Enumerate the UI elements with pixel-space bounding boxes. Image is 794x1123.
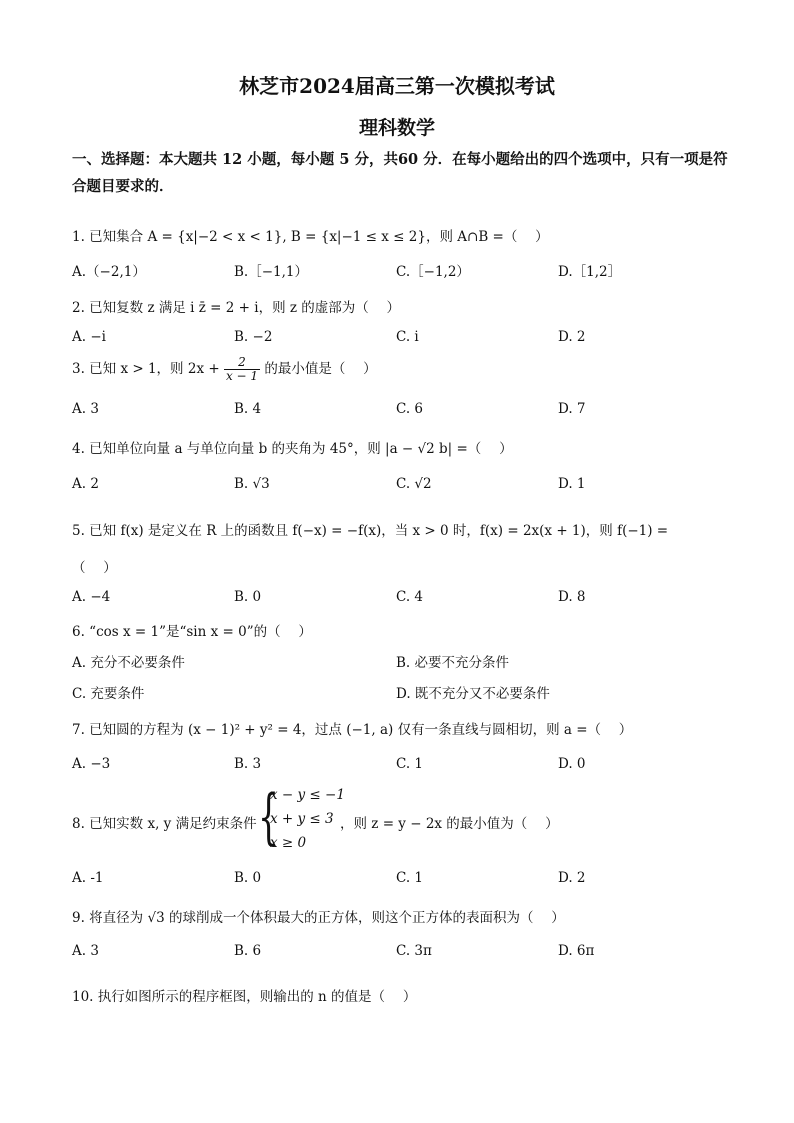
q4-option-d: D. 1 xyxy=(558,476,586,492)
q8-constraint-system xyxy=(258,783,348,855)
question-7: 7. 已知圆的方程为 (x − 1)² + y² = 4，过点 (−1, a) 仅有一条直线与圆相切，则 a =（ ） xyxy=(72,722,633,738)
q5-option-d: D. 8 xyxy=(558,589,586,605)
q9-option-d: D. 6π xyxy=(558,943,595,959)
q8-option-b: B. 0 xyxy=(234,870,262,886)
q3-option-d: D. 7 xyxy=(558,401,586,417)
q1-option-d: D.［1,2］ xyxy=(558,264,622,280)
q8-brace: { xyxy=(258,782,280,852)
q4-option-a: A. 2 xyxy=(72,476,99,492)
question-4: 4. 已知单位向量 a 与单位向量 b 的夹角为 45°，则 |a − √2 b| =（ ） xyxy=(72,441,513,457)
question-5-continuation: （ ） xyxy=(72,560,117,576)
q9-option-a: A. 3 xyxy=(72,943,99,959)
q3-fraction-numerator: 2 xyxy=(224,356,260,370)
q9-option-b: B. 6 xyxy=(234,943,262,959)
q3-fraction-denominator: x − 1 xyxy=(225,369,259,383)
q1-option-c: C.［−1,2） xyxy=(396,264,470,280)
q5-option-c: C. 4 xyxy=(396,589,424,605)
question-10: 10. 执行如图所示的程序框图，则输出的 n 的值是（ ） xyxy=(72,989,417,1005)
q5-option-b: B. 0 xyxy=(234,589,262,605)
question-8-text-post: ，则 z = y − 2x 的最小值为（ ） xyxy=(340,816,559,832)
q6-option-b: B. 必要不充分条件 xyxy=(396,655,510,671)
q2-option-c: C. i xyxy=(396,329,419,345)
exam-subject: 理科数学 xyxy=(358,117,435,139)
q3-option-c: C. 6 xyxy=(396,401,424,417)
question-8-text-pre: 8. 已知实数 x, y 满足约束条件 xyxy=(72,816,257,832)
exam-title: 林芝市2024届高三第一次模拟考试 xyxy=(239,74,555,98)
question-3 xyxy=(72,356,377,383)
section-heading: 一、选择题：本大题共 12 小题，每小题 5 分，共60 分．在每小题给出的四个选项中，只有一项是符合题目要求的． xyxy=(72,151,728,195)
q7-option-d: D. 0 xyxy=(558,756,586,772)
q3-fraction xyxy=(224,356,260,383)
q8-option-c: C. 1 xyxy=(396,870,424,886)
q7-option-b: B. 3 xyxy=(234,756,262,772)
q8-constraint-3: x ≥ 0 xyxy=(270,835,307,851)
question-1: 1. 已知集合 A = {x|−2 < x < 1}, B = {x|−1 ≤ x ≤ 2}，则 A∩B =（ ） xyxy=(72,229,549,245)
q4-option-c: C. √2 xyxy=(396,476,432,492)
q7-option-a: A. −3 xyxy=(72,756,111,772)
q3-text-post: 的最小值是（ ） xyxy=(264,361,377,377)
q2-option-d: D. 2 xyxy=(558,329,586,345)
q6-option-c: C. 充要条件 xyxy=(72,686,145,702)
q6-option-a: A. 充分不必要条件 xyxy=(72,655,185,671)
question-5: 5. 已知 f(x) 是定义在 R 上的函数且 f(−x) = −f(x)，当 x > 0 时，f(x) = 2x(x + 1)，则 f(−1) = xyxy=(72,523,669,539)
q2-option-a: A. −i xyxy=(72,329,106,345)
q6-option-d: D. 既不充分又不必要条件 xyxy=(396,686,550,702)
q1-option-a: A.（−2,1） xyxy=(72,264,146,280)
q8-option-d: D. 2 xyxy=(558,870,586,886)
q5-option-a: A. −4 xyxy=(72,589,111,605)
q2-option-b: B. −2 xyxy=(234,329,273,345)
q8-constraint-1: x − y ≤ −1 xyxy=(270,787,345,803)
q3-text-pre: 3. 已知 x > 1，则 2x + xyxy=(72,361,220,377)
q9-option-c: C. 3π xyxy=(396,943,432,959)
q1-option-b: B.［−1,1） xyxy=(234,264,308,280)
q8-option-a: A. -1 xyxy=(72,870,104,886)
question-2: 2. 已知复数 z 满足 i z̄ = 2 + i，则 z 的虚部为（ ） xyxy=(72,300,401,316)
question-6: 6. “cos x = 1”是“sin x = 0”的（ ） xyxy=(72,624,312,640)
q7-option-c: C. 1 xyxy=(396,756,424,772)
q8-constraint-2: x + y ≤ 3 xyxy=(270,811,334,827)
q3-option-a: A. 3 xyxy=(72,401,99,417)
question-9: 9. 将直径为 √3 的球削成一个体积最大的正方体，则这个正方体的表面积为（ ） xyxy=(72,910,565,926)
q4-option-b: B. √3 xyxy=(234,476,270,492)
q3-option-b: B. 4 xyxy=(234,401,262,417)
